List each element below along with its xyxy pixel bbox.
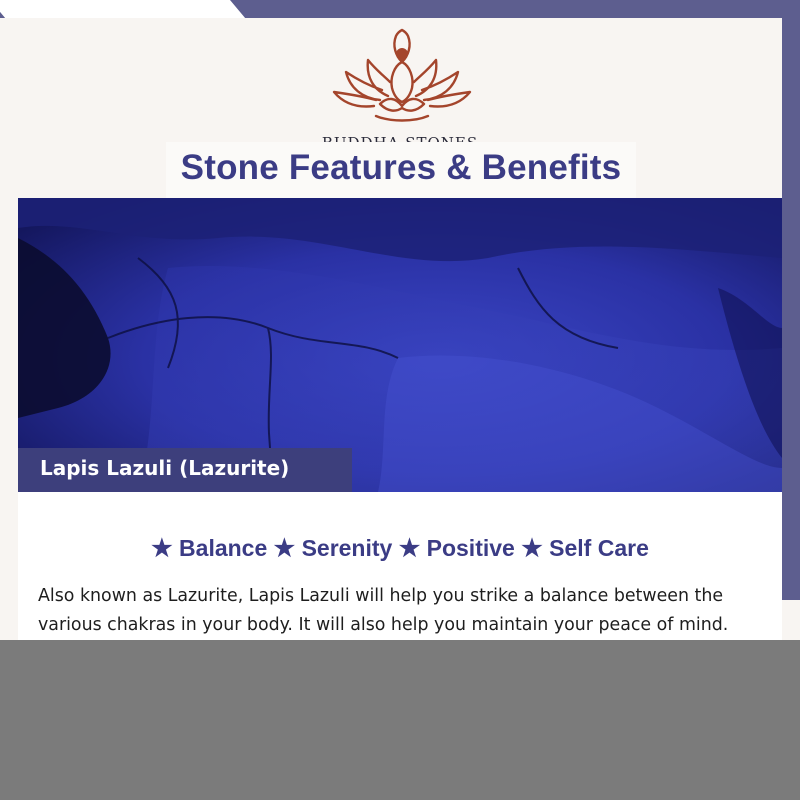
star-icon: ★ (521, 535, 543, 562)
benefit-positive: Positive (426, 535, 515, 561)
star-icon: ★ (151, 535, 173, 562)
benefit-serenity: Serenity (301, 535, 393, 561)
gray-overlay-left (0, 656, 210, 800)
frame-top-corner (0, 0, 800, 20)
benefit-balance: Balance (179, 535, 268, 561)
lotus-meditation-icon (330, 26, 474, 126)
description-line-2: various chakras in your body. It will also help you maintain your peace of mind. (38, 615, 729, 635)
benefits-list (0, 534, 800, 563)
page-title: Stone Features & Benefits (180, 148, 622, 187)
star-icon: ★ (398, 535, 421, 562)
star-icon: ★ (273, 535, 296, 562)
benefit-self-care: Self Care (549, 535, 649, 561)
stone-name: Lapis Lazuli (Lazurite) (40, 456, 290, 480)
frame-right-border (780, 0, 800, 600)
description-line-1: Also known as Lazurite, Lapis Lazuli will help you strike a balance between the (38, 586, 724, 606)
